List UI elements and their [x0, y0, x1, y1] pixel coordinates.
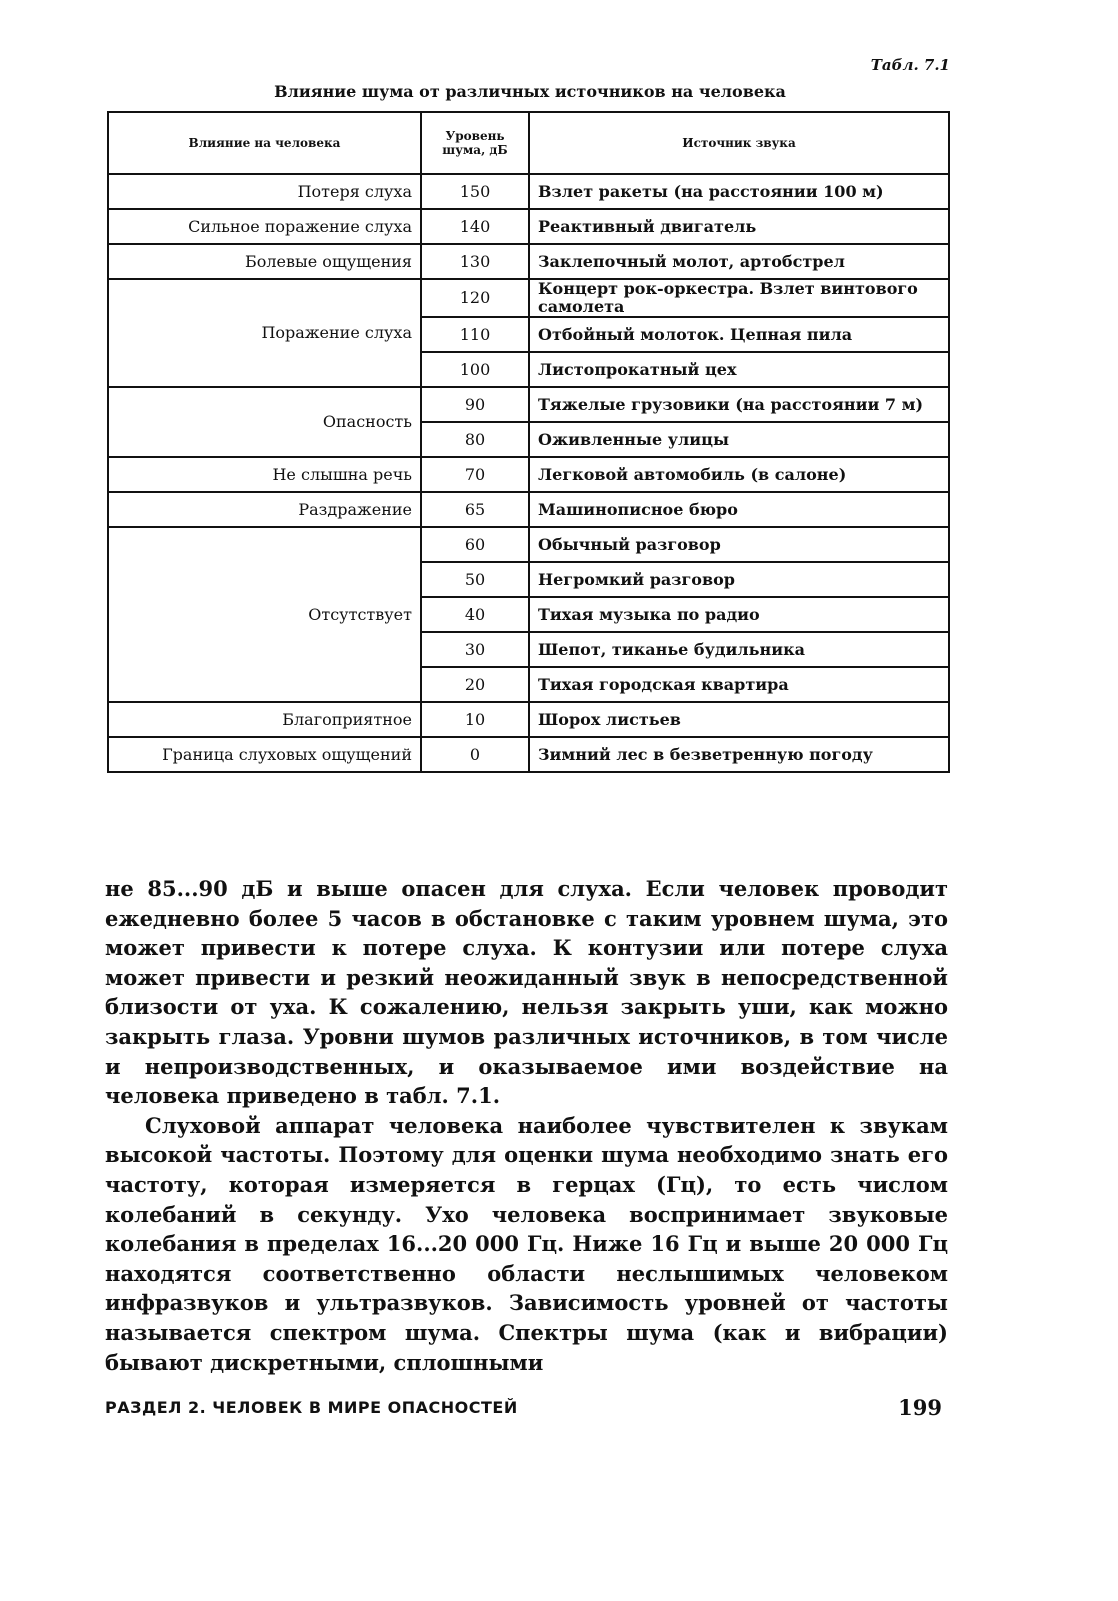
effect-cell: Поражение слуха: [108, 279, 421, 387]
table-number-label: Табл. 7.1: [870, 56, 950, 74]
level-cell: 0: [421, 737, 529, 772]
source-cell: Негромкий разговор: [529, 562, 949, 597]
level-cell: 70: [421, 457, 529, 492]
table-row: [108, 279, 949, 317]
source-cell: Шепот, тиканье будильника: [529, 632, 949, 667]
source-cell: Концерт рок-оркестра. Взлет винтового самолета: [529, 279, 949, 317]
paragraph: не 85...90 дБ и выше опасен для слуха. Если человек проводит ежедневно более 5 часов в обстановке с таким уровнем шума, это может привести к потере слуха. К контузии или потере слуха может привести и резкий неожиданный звук в непосредственной близости от уха. К сожалению, нельзя закрыть уши, как можно закрыть глаза. Уровни шумов различных источников, в том числе и непроизводственных, и оказываемое ими воздействие на человека приведено в табл. 7.1.: [105, 876, 948, 1109]
body-text: [105, 874, 948, 1377]
source-cell: Тихая городская квартира: [529, 667, 949, 702]
effect-cell: Граница слуховых ощущений: [108, 737, 421, 772]
source-cell: Обычный разговор: [529, 527, 949, 562]
effect-cell: Отсутствует: [108, 527, 421, 702]
table-row: [108, 457, 949, 492]
source-cell: Заклепочный молот, артобстрел: [529, 244, 949, 279]
source-cell: Оживленные улицы: [529, 422, 949, 457]
effect-cell: Опасность: [108, 387, 421, 457]
effect-cell: Болевые ощущения: [108, 244, 421, 279]
source-cell: Тяжелые грузовики (на расстоянии 7 м): [529, 387, 949, 422]
level-cell: 80: [421, 422, 529, 457]
table-row: [108, 387, 949, 422]
level-cell: 150: [421, 174, 529, 209]
level-cell: 100: [421, 352, 529, 387]
level-cell: 130: [421, 244, 529, 279]
level-cell: 120: [421, 279, 529, 317]
effect-cell: Раздражение: [108, 492, 421, 527]
table-row: [108, 492, 949, 527]
header-source: Источник звука: [529, 112, 949, 174]
table-row: [108, 702, 949, 737]
table-body: [108, 174, 949, 772]
header-effect: Влияние на человека: [108, 112, 421, 174]
source-cell: Тихая музыка по радио: [529, 597, 949, 632]
source-cell: Взлет ракеты (на расстоянии 100 м): [529, 174, 949, 209]
table-header-row: [108, 112, 949, 174]
level-cell: 60: [421, 527, 529, 562]
level-cell: 20: [421, 667, 529, 702]
level-cell: 50: [421, 562, 529, 597]
table-row: [108, 737, 949, 772]
level-cell: 10: [421, 702, 529, 737]
level-cell: 110: [421, 317, 529, 352]
page-number: 199: [898, 1395, 942, 1420]
source-cell: Машинописное бюро: [529, 492, 949, 527]
running-footer: РАЗДЕЛ 2. ЧЕЛОВЕК В МИРЕ ОПАСНОСТЕЙ: [105, 1398, 518, 1417]
level-cell: 40: [421, 597, 529, 632]
source-cell: Зимний лес в безветренную погоду: [529, 737, 949, 772]
level-cell: 90: [421, 387, 529, 422]
source-cell: Шорох листьев: [529, 702, 949, 737]
effect-cell: Не слышна речь: [108, 457, 421, 492]
table-row: [108, 527, 949, 562]
source-cell: Листопрокатный цех: [529, 352, 949, 387]
effect-cell: Сильное поражение слуха: [108, 209, 421, 244]
table-row: [108, 244, 949, 279]
source-cell: Отбойный молоток. Цепная пила: [529, 317, 949, 352]
noise-effects-table: [107, 111, 950, 773]
effect-cell: Благоприятное: [108, 702, 421, 737]
table-row: [108, 209, 949, 244]
table-caption: Влияние шума от различных источников на человека: [274, 82, 786, 101]
paragraph: Слуховой аппарат человека наиболее чувствителен к звукам высокой частоты. Поэтому для оценки шума необходимо знать его частоту, которая измеряется в герцах (Гц), то есть числом колебаний в секунду. Ухо человека воспринимает звуковые колебания в пределах 16...20 000 Гц. Ниже 16 Гц и выше 20 000 Гц находятся соответственно области неслышимых человеком инфразвуков и ультразвуков. Зависимость уровней от частоты называется спектром шума. Спектры шума (как и вибрации) бывают дискретными, сплошными: [105, 1112, 948, 1375]
effect-cell: Потеря слуха: [108, 174, 421, 209]
table-row: [108, 174, 949, 209]
level-cell: 30: [421, 632, 529, 667]
source-cell: Легковой автомобиль (в салоне): [529, 457, 949, 492]
source-cell: Реактивный двигатель: [529, 209, 949, 244]
level-cell: 65: [421, 492, 529, 527]
header-level: Уровень шума, дБ: [421, 112, 529, 174]
level-cell: 140: [421, 209, 529, 244]
